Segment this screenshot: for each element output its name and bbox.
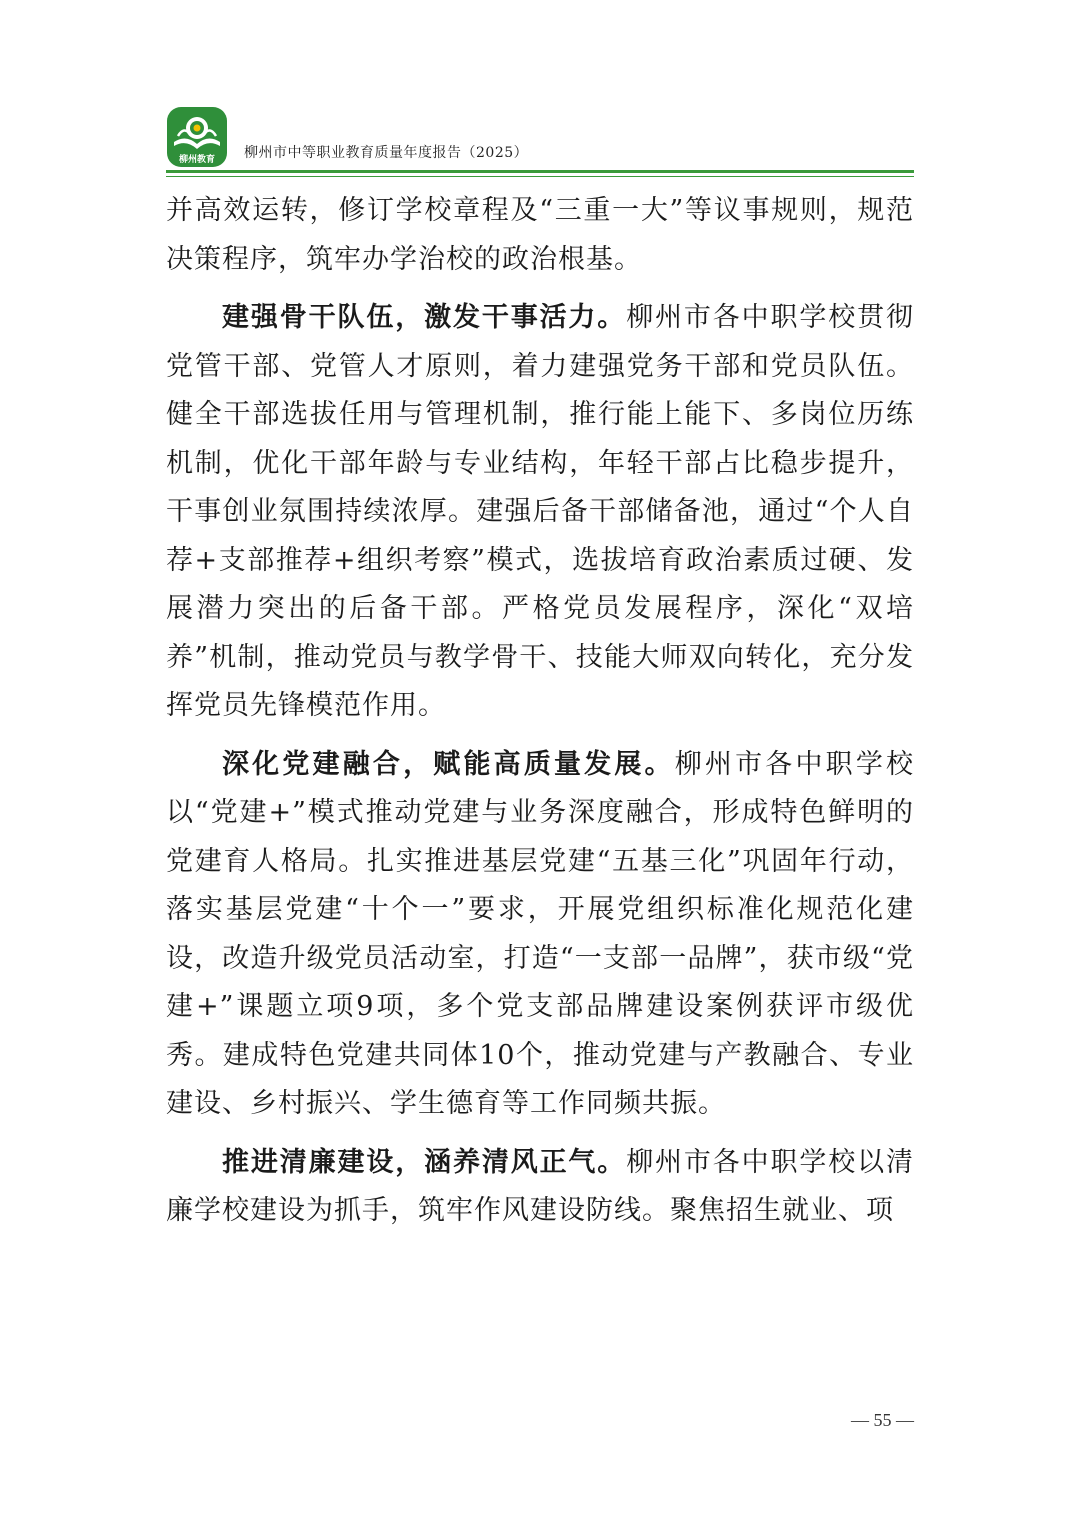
paragraph-text: 柳州市各中职学校贯彻党管干部、党管人才原则，着力建强党务干部和党员队伍。健全干部选拔任用与管理机制，推行能上能下、多岗位历练机制，优化干部年龄与专业结构，年轻干部占比稳步提升，干事创业氛围持续浓厚。建强后备干部储备池，通过“个人自荐+支部推荐+组织考察”模式，选拔培育政治素质过硬、发展潜力突出的后备干部。严格党员发展程序，深化“双培养”机制，推动党员与教学骨干、技能大师双向转化，充分发挥党员先锋模范作用。 — [166, 302, 915, 721]
paragraph-integrity-building — [166, 1139, 914, 1236]
header-rule-thin — [166, 176, 914, 177]
header-rule-thick — [166, 170, 914, 173]
body-text — [166, 187, 914, 1246]
paragraph-lead: 推进清廉建设，涵养清风正气。 — [222, 1146, 627, 1178]
paragraph-text: 并高效运转，修订学校章程及“三重一大”等议事规则，规范决策程序，筑牢办学治校的政治根基。 — [166, 195, 914, 275]
paragraph-text: 柳州市各中职学校以“党建+”模式推动党建与业务深度融合，形成特色鲜明的党建育人格局。扎实推进基层党建“五基三化”巩固年行动，落实基层党建“十个一”要求，开展党组织标准化规范化建设，改造升级党员活动室，打造“一支部一品牌”，获市级“党建+”课题立项9项，多个党支部品牌建设案例获评市级优秀。建成特色党建共同体10个，推动党建与产教融合、专业建设、乡村振兴、学生德育等工作同频共振。 — [166, 748, 915, 1119]
report-title: 柳州市中等职业教育质量年度报告（2025） — [244, 145, 529, 161]
paragraph-lead: 深化党建融合，赋能高质量发展。 — [222, 748, 675, 780]
paragraph-party-integration — [166, 741, 914, 1129]
paragraph-lead: 建强骨干队伍，激发干事活力。 — [222, 302, 627, 333]
page-header — [166, 100, 914, 180]
liuzhou-education-logo — [166, 106, 228, 168]
paragraph-continuation — [166, 187, 914, 284]
logo-text: 柳州教育 — [178, 155, 216, 165]
paragraph-text: 柳州市各中职学校以清廉学校建设为抓手，筑牢作风建设防线。聚焦招生就业、项 — [166, 1146, 915, 1226]
paragraph-cadre-team — [166, 294, 914, 731]
page-number: — 55 — — [851, 1410, 914, 1430]
